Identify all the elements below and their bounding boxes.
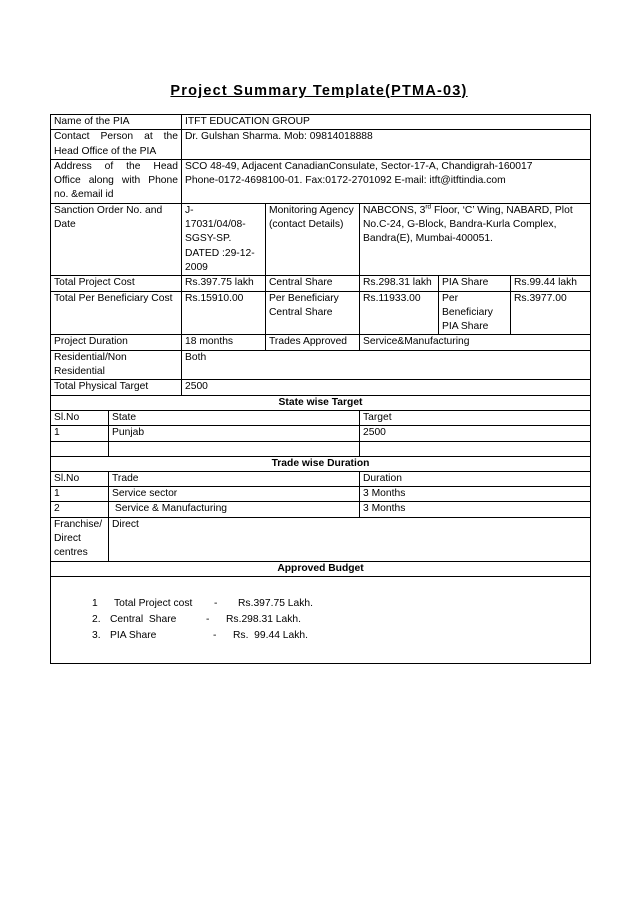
pia-share-value: Rs.99.44 lakh <box>511 276 591 291</box>
state-row-state: Punjab <box>109 426 360 441</box>
residential-label: Residential/Non Residential <box>51 350 182 380</box>
state-col-state: State <box>109 410 360 425</box>
trades-approved-value: Service&Manufacturing <box>360 335 591 350</box>
trade-col-slno: Sl.No <box>51 471 109 486</box>
empty-cell <box>109 441 360 456</box>
row-sanction <box>51 203 591 275</box>
row-state-target-heading <box>51 395 591 410</box>
trade-row-duration: 3 Months <box>360 502 591 517</box>
monitoring-agency-value: NABCONS, 3rd Floor, ‘C’ Wing, NABARD, Plot No.C-24, G-Block, Bandra-Kurla Complex, Bandra(E), Mumbai-400051. <box>360 203 591 275</box>
state-col-target: Target <box>360 410 591 425</box>
row-address <box>51 159 591 203</box>
franchise-value: Direct <box>109 517 591 561</box>
row-pia-name <box>51 115 591 130</box>
trade-row-duration: 3 Months <box>360 487 591 502</box>
state-target-header-row <box>51 410 591 425</box>
physical-target-label: Total Physical Target <box>51 380 182 395</box>
pia-share-label: PIA Share <box>439 276 511 291</box>
state-target-empty-row <box>51 441 591 456</box>
state-target-heading: State wise Target <box>51 395 591 410</box>
central-share-value: Rs.298.31 lakh <box>360 276 439 291</box>
table-row <box>51 487 591 502</box>
trade-duration-header-row <box>51 471 591 486</box>
trade-row-trade: Service & Manufacturing <box>109 502 360 517</box>
per-beneficiary-central-label: Per Beneficiary Central Share <box>266 291 360 335</box>
list-item: 1 Total Project cost - Rs.397.75 Lakh. <box>92 597 313 609</box>
list-item: 2. Central Share - Rs.298.31 Lakh. <box>92 613 301 625</box>
project-summary-table <box>50 114 591 664</box>
sanction-label: Sanction Order No. and Date <box>51 203 182 275</box>
trade-col-duration: Duration <box>360 471 591 486</box>
total-cost-label: Total Project Cost <box>51 276 182 291</box>
row-residential <box>51 350 591 380</box>
monitoring-agency-label: Monitoring Agency (contact Details) <box>266 203 360 275</box>
row-total-cost <box>51 276 591 291</box>
row-physical-target <box>51 380 591 395</box>
pia-name-value: ITFT EDUCATION GROUP <box>182 115 591 130</box>
table-row <box>51 502 591 517</box>
per-beneficiary-pia-label: Per Beneficiary PIA Share <box>439 291 511 335</box>
row-contact-person <box>51 130 591 160</box>
pia-name-label: Name of the PIA <box>51 115 182 130</box>
franchise-label: Franchise/ Direct centres <box>51 517 109 561</box>
project-duration-value: 18 months <box>182 335 266 350</box>
total-cost-value: Rs.397.75 lakh <box>182 276 266 291</box>
approved-budget-heading: Approved Budget <box>51 561 591 576</box>
empty-cell <box>360 441 591 456</box>
trade-row-slno: 1 <box>51 487 109 502</box>
trade-col-trade: Trade <box>109 471 360 486</box>
contact-person-label: Contact Person at the Head Office of the PIA <box>51 130 182 160</box>
residential-value: Both <box>182 350 591 380</box>
per-beneficiary-central-value: Rs.11933.00 <box>360 291 439 335</box>
physical-target-value: 2500 <box>182 380 591 395</box>
list-item: 3. PIA Share - Rs. 99.44 Lakh. <box>92 629 308 641</box>
sanction-order-value: J- 17031/04/08- SGSY-SP. DATED :29-12- 2009 <box>182 203 266 275</box>
approved-budget-list <box>92 597 587 645</box>
row-trade-duration-heading <box>51 456 591 471</box>
project-duration-label: Project Duration <box>51 335 182 350</box>
state-row-target: 2500 <box>360 426 591 441</box>
per-beneficiary-pia-value: Rs.3977.00 <box>511 291 591 335</box>
page-title: Project Summary Template(PTMA-03) <box>170 83 468 99</box>
table-row <box>51 426 591 441</box>
trade-row-trade: Service sector <box>109 487 360 502</box>
per-beneficiary-label: Total Per Beneficiary Cost <box>51 291 182 335</box>
central-share-label: Central Share <box>266 276 360 291</box>
row-duration <box>51 335 591 350</box>
state-col-slno: Sl.No <box>51 410 109 425</box>
approved-budget-cell <box>51 576 591 663</box>
trade-row-slno: 2 <box>51 502 109 517</box>
trades-approved-label: Trades Approved <box>266 335 360 350</box>
state-row-slno: 1 <box>51 426 109 441</box>
row-budget-list <box>51 576 591 663</box>
row-franchise <box>51 517 591 561</box>
address-value: SCO 48-49, Adjacent CanadianConsulate, Sector-17-A, Chandigrah-160017 Phone-0172-4698100-01. Fax:0172-2701092 E-mail: itft@itftindia.com <box>182 159 591 203</box>
contact-person-value: Dr. Gulshan Sharma. Mob: 09814018888 <box>182 130 591 160</box>
row-per-beneficiary <box>51 291 591 335</box>
row-budget-heading <box>51 561 591 576</box>
empty-cell <box>51 441 109 456</box>
per-beneficiary-value: Rs.15910.00 <box>182 291 266 335</box>
address-label: Address of the Head Office along with Phone no. &email id <box>51 159 182 203</box>
trade-duration-heading: Trade wise Duration <box>51 456 591 471</box>
